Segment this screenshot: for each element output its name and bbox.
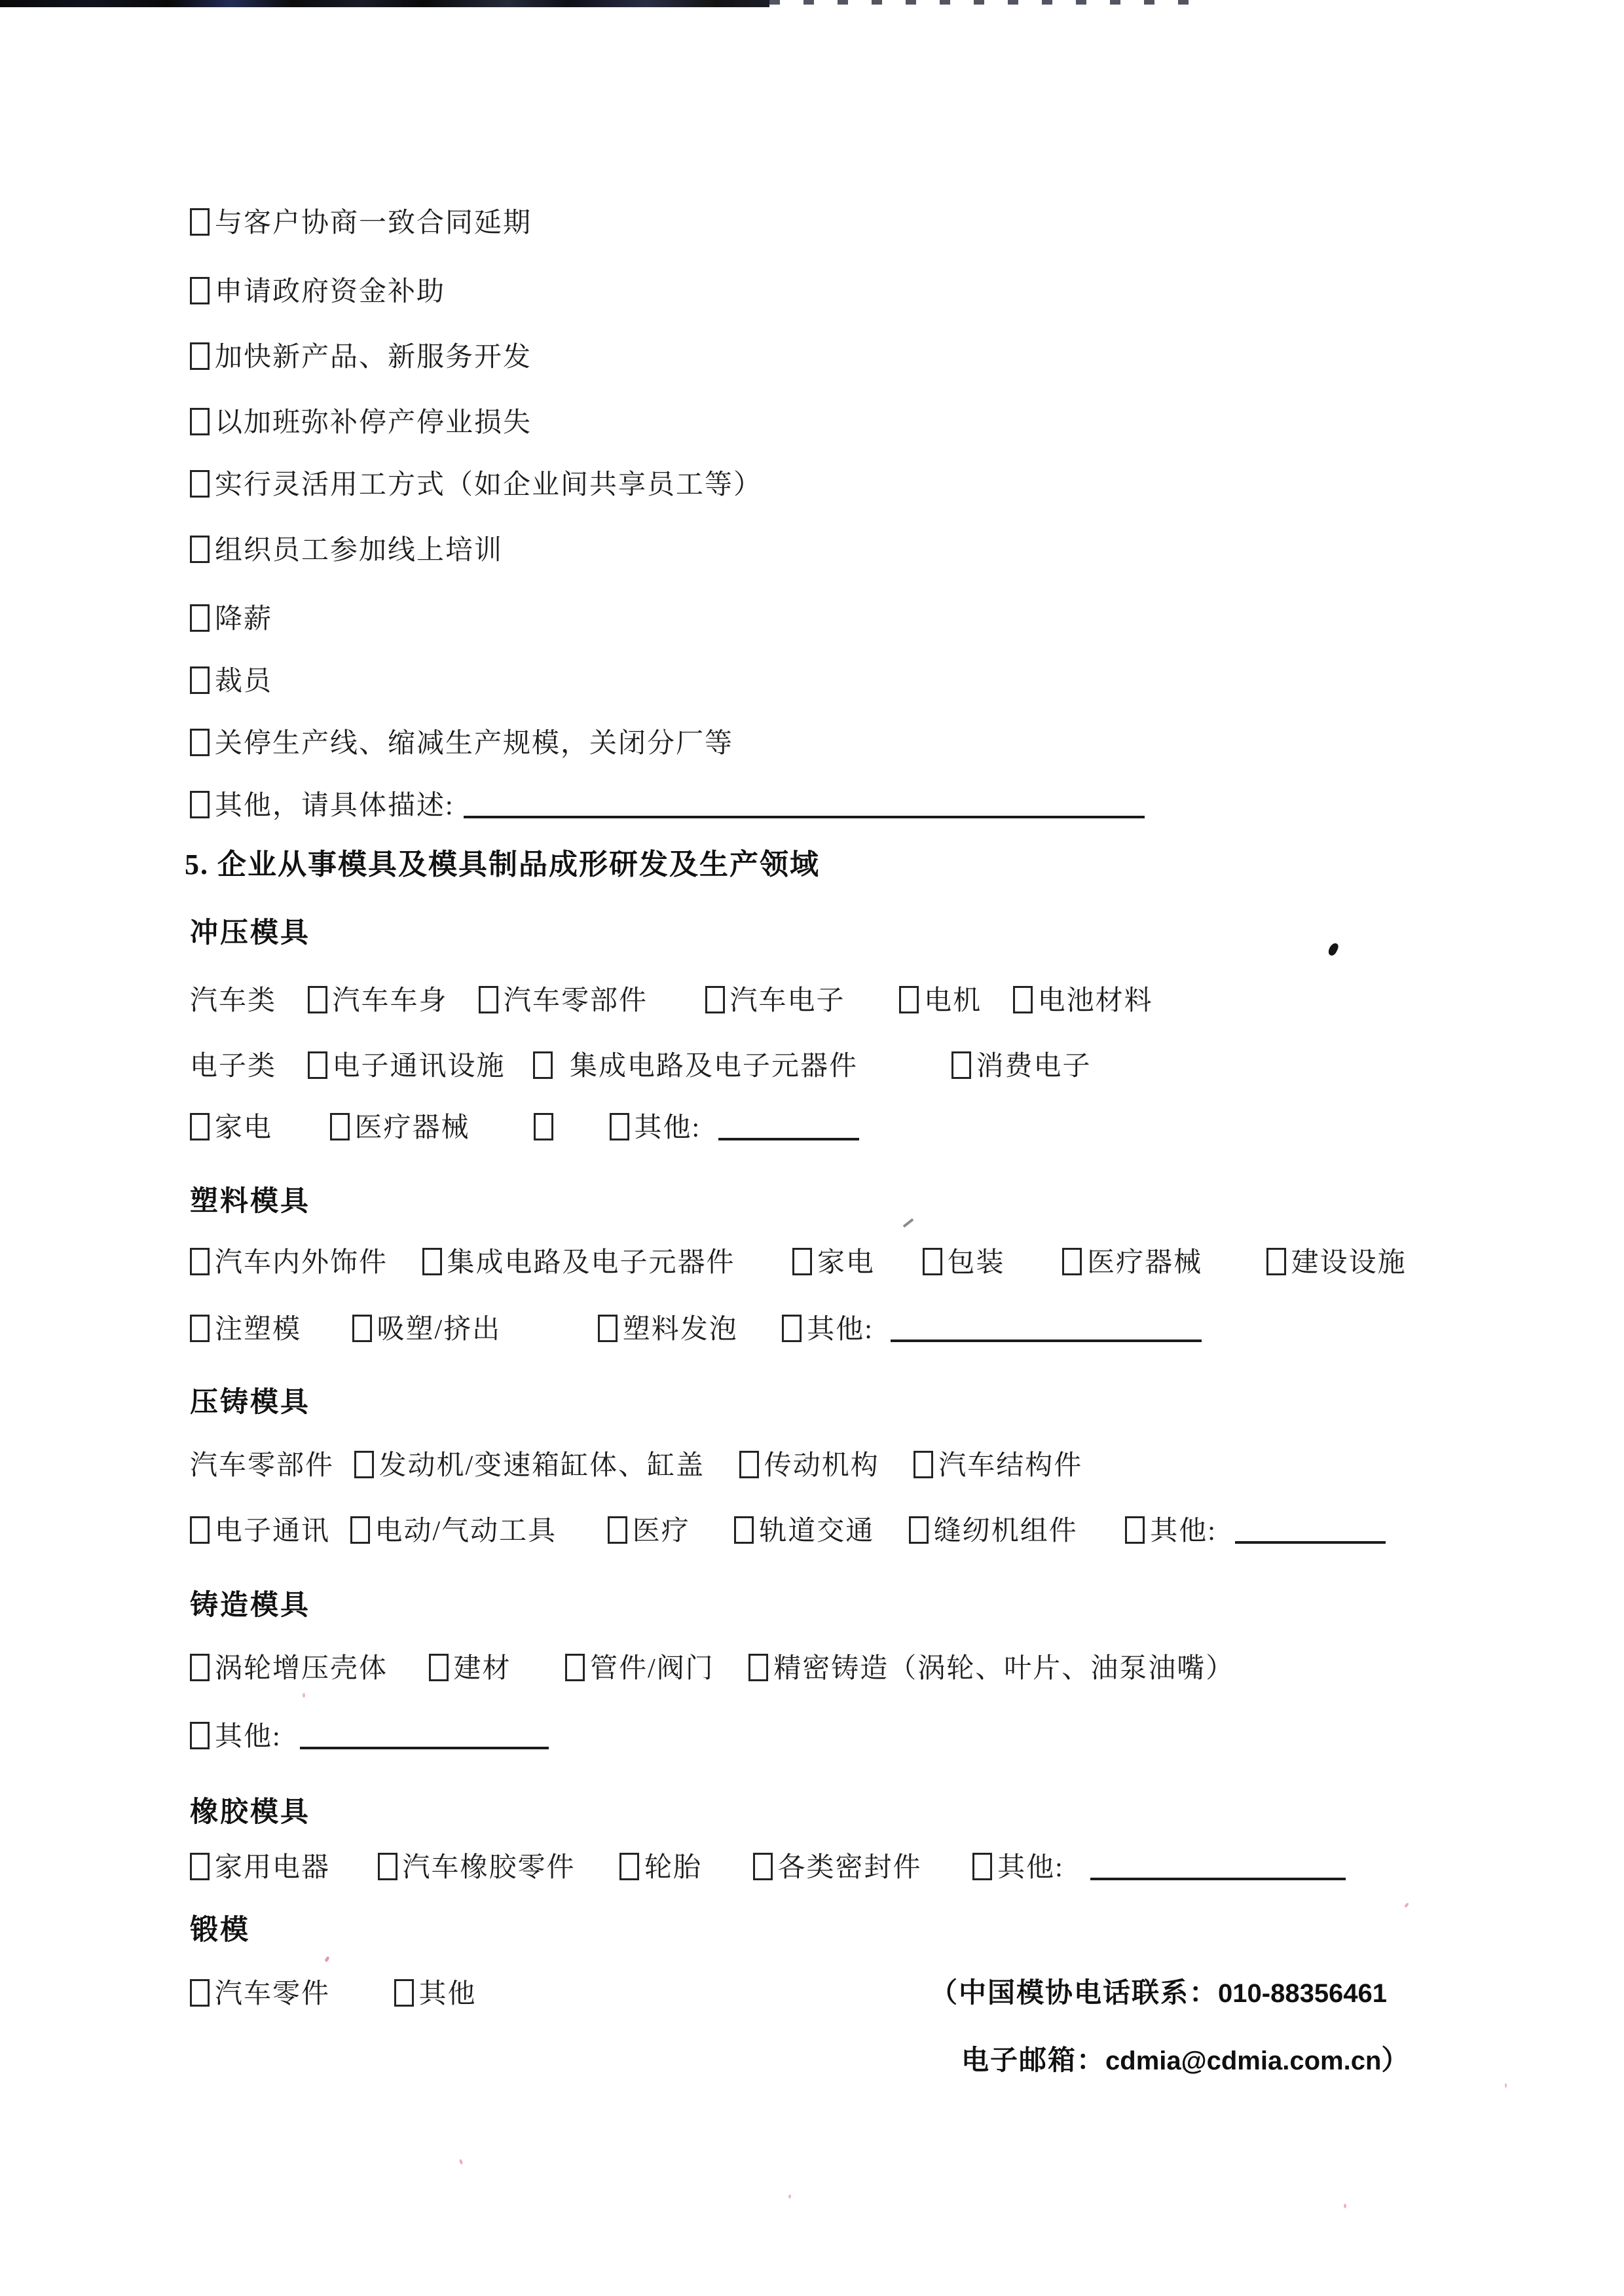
option-label: 家电 xyxy=(215,1113,273,1143)
checkbox[interactable] xyxy=(190,1248,210,1275)
checkbox-option xyxy=(923,1243,1005,1283)
checkbox[interactable] xyxy=(753,1853,773,1880)
option-label: 关停生产线、缩减生产规模，关闭分厂等 xyxy=(215,729,734,759)
option-label: 其他: xyxy=(634,1113,701,1143)
checkbox-option xyxy=(350,1511,557,1552)
option-label: 其他: xyxy=(997,1853,1064,1883)
checkbox[interactable] xyxy=(190,277,210,304)
checkbox-option xyxy=(378,1848,576,1888)
option-label: 精密铸造（涡轮、叶片、油泵油嘴） xyxy=(773,1654,1235,1684)
checkbox-option xyxy=(330,1108,470,1148)
checkbox[interactable] xyxy=(608,1516,627,1544)
checkbox[interactable] xyxy=(330,1113,350,1140)
checkbox-option xyxy=(608,1511,690,1552)
checklist-item xyxy=(190,465,762,505)
option-label: 电机 xyxy=(924,986,982,1016)
checkbox[interactable] xyxy=(190,1979,210,2007)
fill-in-line[interactable] xyxy=(1090,1858,1346,1880)
scan-artifact-speck xyxy=(788,2195,791,2198)
checklist-item xyxy=(190,599,272,640)
checkbox-option xyxy=(394,1974,477,2014)
option-label: 管件/阀门 xyxy=(590,1654,714,1684)
checkbox-option xyxy=(913,1446,1082,1486)
checkbox-option xyxy=(792,1243,875,1283)
checkbox-option xyxy=(429,1649,511,1689)
scan-artifact-speck xyxy=(324,1956,330,1962)
option-label: 汽车零件 xyxy=(215,1979,331,2009)
checkbox[interactable] xyxy=(1062,1248,1082,1275)
checkbox[interactable] xyxy=(923,1248,942,1275)
checkbox[interactable] xyxy=(190,666,210,694)
row-prefix-label: 汽车零部件 xyxy=(190,1451,335,1481)
checkbox-option xyxy=(479,981,648,1021)
checkbox-option xyxy=(190,1511,330,1552)
checkbox-option xyxy=(734,1511,874,1552)
fill-in-line[interactable] xyxy=(718,1118,859,1140)
checkbox-option xyxy=(1125,1511,1217,1552)
form-row xyxy=(190,1717,549,1757)
fill-in-line[interactable] xyxy=(300,1727,549,1749)
option-label: 与客户协商一致合同延期 xyxy=(215,208,532,238)
checkbox-option xyxy=(190,1108,272,1148)
checkbox-option xyxy=(619,1848,702,1888)
row-prefix-label: 电子类 xyxy=(190,1051,277,1082)
option-label: 汽车车身 xyxy=(332,986,448,1016)
checkbox[interactable] xyxy=(422,1248,442,1275)
form-row xyxy=(190,1046,1092,1087)
checkbox[interactable] xyxy=(1013,986,1033,1013)
checkbox[interactable] xyxy=(565,1654,585,1681)
checkbox[interactable] xyxy=(909,1516,929,1544)
scan-artifact-speck xyxy=(1404,1903,1409,1908)
checkbox[interactable] xyxy=(533,1051,553,1079)
checkbox[interactable] xyxy=(190,1113,210,1140)
group-title: 锻模 xyxy=(190,1915,250,1946)
option-label: 其他，请具体描述: xyxy=(215,791,454,821)
option-label: 消费电子 xyxy=(976,1051,1092,1082)
checkbox[interactable] xyxy=(308,1051,327,1079)
checkbox[interactable] xyxy=(190,1315,210,1342)
scan-artifact-speck xyxy=(1505,2083,1507,2088)
contact-closing-paren: ） xyxy=(1381,2046,1411,2076)
checklist-item-other xyxy=(190,786,1145,826)
option-label: 轨道交通 xyxy=(759,1516,875,1546)
group-title: 压铸模具 xyxy=(190,1387,310,1418)
checkbox-option xyxy=(909,1511,1078,1552)
section-heading: 5. 企业从事模具及模具制品成形研发及生产领域 xyxy=(185,848,820,881)
option-label: 各类密封件 xyxy=(777,1853,922,1883)
checkbox[interactable] xyxy=(598,1315,618,1342)
group-title: 橡胶模具 xyxy=(190,1797,310,1828)
checkbox-option xyxy=(598,1309,738,1350)
option-label: 电子通讯 xyxy=(215,1516,331,1546)
checkbox-option xyxy=(354,1446,705,1486)
checkbox[interactable] xyxy=(748,1654,768,1681)
checklist-item xyxy=(190,661,272,702)
checkbox[interactable] xyxy=(308,986,327,1013)
option-label: 集成电路及电子元器件 xyxy=(447,1248,735,1278)
option-label: 其他: xyxy=(215,1722,282,1752)
option-label: 裁员 xyxy=(215,666,273,697)
option-label: 汽车橡胶零件 xyxy=(402,1853,576,1883)
checkbox[interactable] xyxy=(354,1451,374,1478)
checkbox[interactable] xyxy=(1266,1248,1286,1275)
option-label: 实行灵活用工方式（如企业间共享员工等） xyxy=(215,470,763,500)
checkbox[interactable] xyxy=(899,986,919,1013)
form-row xyxy=(190,1848,1346,1888)
row-prefix-label: 汽车类 xyxy=(190,986,277,1016)
checkbox-option xyxy=(308,1046,506,1087)
option-label: 包装 xyxy=(947,1248,1005,1278)
option-label: 其他: xyxy=(807,1315,874,1345)
checkbox[interactable] xyxy=(190,470,210,498)
checklist-item xyxy=(190,337,532,378)
option-label: 集成电路及电子元器件 xyxy=(570,1051,858,1082)
checkbox-option xyxy=(565,1649,714,1689)
form-row xyxy=(190,981,1153,1021)
checkbox-option xyxy=(190,1243,388,1283)
option-label: 注塑模 xyxy=(215,1315,302,1345)
form-row xyxy=(190,1243,1407,1283)
form-row xyxy=(190,1309,1202,1350)
checkbox[interactable] xyxy=(190,1722,210,1749)
checkbox-option xyxy=(1062,1243,1202,1283)
group-title: 塑料模具 xyxy=(190,1186,310,1217)
checkbox[interactable] xyxy=(190,208,210,236)
checkbox-option xyxy=(1013,981,1153,1021)
checkbox[interactable] xyxy=(190,791,210,818)
checkbox-option xyxy=(190,1309,301,1350)
option-label: 汽车结构件 xyxy=(938,1451,1083,1481)
option-label: 以加班弥补停产停业损失 xyxy=(215,408,532,438)
checkbox[interactable] xyxy=(792,1248,812,1275)
fill-in-line[interactable] xyxy=(464,796,1145,818)
contact-email-line xyxy=(961,2041,1410,2081)
checkbox-option xyxy=(951,1046,1092,1087)
option-label: 吸塑/挤出 xyxy=(377,1315,502,1345)
group-title: 冲压模具 xyxy=(190,918,310,949)
option-label: 电池材料 xyxy=(1037,986,1153,1016)
option-label: 汽车内外饰件 xyxy=(215,1248,388,1278)
scan-artifact-dash xyxy=(903,1218,914,1228)
option-label: 建设设施 xyxy=(1291,1248,1407,1278)
contact-phone-line xyxy=(930,1974,1387,2013)
fill-in-line[interactable] xyxy=(1235,1522,1386,1544)
option-label: 涡轮增压壳体 xyxy=(215,1654,388,1684)
checkbox[interactable] xyxy=(972,1853,992,1880)
checkbox[interactable] xyxy=(705,986,725,1013)
option-label: 医疗 xyxy=(632,1516,690,1546)
form-row xyxy=(190,1649,1234,1689)
checkbox[interactable] xyxy=(190,604,210,632)
option-label: 其他: xyxy=(1150,1516,1217,1546)
option-label: 轮胎 xyxy=(644,1853,703,1883)
checkbox[interactable] xyxy=(734,1516,754,1544)
option-label: 家电 xyxy=(817,1248,876,1278)
checklist-item xyxy=(190,203,532,244)
contact-phone-label: （中国模协电话联系： xyxy=(930,1978,1219,2009)
checkbox-option xyxy=(782,1309,874,1350)
option-label: 发动机/变速箱缸体、缸盖 xyxy=(378,1451,705,1481)
checkbox[interactable] xyxy=(610,1113,629,1140)
scan-artifact-speck xyxy=(1327,941,1339,957)
contact-phone-number: 010-88356461 xyxy=(1218,1979,1388,2008)
checklist-item xyxy=(190,272,445,312)
checkbox[interactable] xyxy=(951,1051,971,1079)
scan-artifact-top-band xyxy=(0,0,769,7)
scan-artifact-speck xyxy=(459,2159,463,2165)
option-label: 汽车零部件 xyxy=(504,986,648,1016)
checkbox-option xyxy=(705,981,845,1021)
checkbox-option xyxy=(190,1649,388,1689)
checkbox[interactable] xyxy=(190,1516,210,1544)
form-row xyxy=(190,1974,477,2014)
checkbox[interactable] xyxy=(190,536,210,563)
checklist-item xyxy=(190,403,532,443)
checkbox[interactable] xyxy=(378,1853,397,1880)
checkbox-option xyxy=(190,1848,330,1888)
contact-email-label: 电子邮箱： xyxy=(961,2046,1106,2076)
checkbox-option xyxy=(190,1974,330,2014)
option-label: 其他 xyxy=(418,1979,477,2009)
checkbox-option xyxy=(972,1848,1064,1888)
checkbox[interactable] xyxy=(739,1451,759,1478)
scan-artifact-speck xyxy=(303,1693,305,1698)
checkbox[interactable] xyxy=(1125,1516,1145,1544)
checkbox[interactable] xyxy=(913,1451,933,1478)
option-label: 缝纫机组件 xyxy=(933,1516,1078,1546)
scan-artifact-speck xyxy=(1344,2204,1346,2208)
checkbox[interactable] xyxy=(350,1516,370,1544)
checkbox[interactable] xyxy=(534,1113,553,1140)
checkbox-option xyxy=(610,1108,701,1148)
checkbox-option xyxy=(308,981,448,1021)
checkbox[interactable] xyxy=(394,1979,414,2007)
checkbox-option xyxy=(190,1717,282,1757)
option-label: 建材 xyxy=(453,1654,511,1684)
option-label: 塑料发泡 xyxy=(622,1315,738,1345)
checkbox[interactable] xyxy=(190,408,210,435)
checkbox-option xyxy=(352,1309,502,1350)
checkbox[interactable] xyxy=(190,729,210,756)
contact-email-address: cdmia@cdmia.com.cn xyxy=(1105,2047,1382,2075)
checkbox-option xyxy=(739,1446,879,1486)
fill-in-line[interactable] xyxy=(891,1320,1202,1342)
checkbox[interactable] xyxy=(782,1315,802,1342)
scan-artifact-top-dashes xyxy=(769,0,1202,5)
checkbox[interactable] xyxy=(479,986,498,1013)
option-label: 组织员工参加线上培训 xyxy=(215,536,504,566)
checkbox[interactable] xyxy=(190,1654,210,1681)
checkbox[interactable] xyxy=(190,1853,210,1880)
option-label: 加快新产品、新服务开发 xyxy=(215,342,532,373)
group-title: 铸造模具 xyxy=(190,1590,310,1621)
checkbox-option xyxy=(899,981,982,1021)
checkbox-option xyxy=(534,1108,559,1148)
option-label: 汽车电子 xyxy=(729,986,845,1016)
checkbox[interactable] xyxy=(190,342,210,370)
checkbox-option xyxy=(753,1848,922,1888)
option-label: 电动/气动工具 xyxy=(375,1516,557,1546)
checkbox-option xyxy=(533,1046,858,1087)
option-label: 医疗器械 xyxy=(1087,1248,1203,1278)
form-row xyxy=(190,1511,1386,1552)
option-label: 降薪 xyxy=(215,604,273,634)
checklist-item xyxy=(190,530,503,571)
option-label: 医疗器械 xyxy=(354,1113,470,1143)
checkbox[interactable] xyxy=(429,1654,449,1681)
checkbox[interactable] xyxy=(352,1315,372,1342)
checklist-item xyxy=(190,723,733,764)
option-label: 传动机构 xyxy=(764,1451,879,1481)
form-row xyxy=(190,1108,859,1148)
checkbox-option xyxy=(1266,1243,1407,1283)
checkbox[interactable] xyxy=(619,1853,639,1880)
checkbox-option xyxy=(422,1243,735,1283)
checkbox-option xyxy=(748,1649,1234,1689)
option-label: 家用电器 xyxy=(215,1853,331,1883)
option-label: 申请政府资金补助 xyxy=(215,277,446,307)
form-row xyxy=(190,1446,1082,1486)
option-label: 电子通讯设施 xyxy=(332,1051,506,1082)
